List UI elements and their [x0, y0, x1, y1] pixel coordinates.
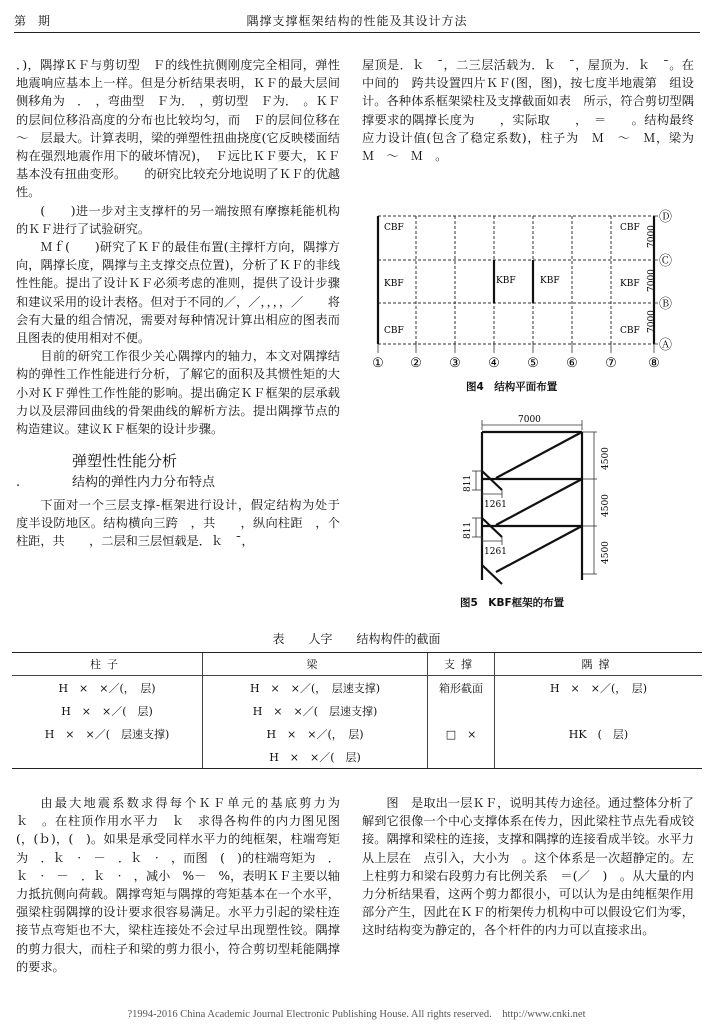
- table-cell: H × ×／( 层): [203, 745, 428, 769]
- table-cell: [495, 745, 703, 769]
- running-header: [14, 8, 700, 33]
- paragraph: 下面对一个三层支撑-框架进行设计，假定结构为处于 度半设防地区。结构横向三跨 ，共 ，纵向柱距 ，个柱距，共 ，二层和三层恒载是．ｋ ¯，: [16, 497, 353, 549]
- table-cell: [12, 745, 203, 769]
- left-column: [16, 56, 353, 550]
- right-column: [362, 56, 707, 165]
- figure-5-kbf-frame: [452, 412, 612, 590]
- bay-label: KBF: [496, 276, 516, 286]
- dimension-label: 1261: [484, 500, 507, 510]
- figure-5-caption: 图5 KBF框架的布置: [460, 597, 565, 609]
- table-cell: [428, 699, 495, 722]
- table-cell: H × ×／(， 层): [203, 722, 428, 745]
- axis-letter: Ⓒ: [659, 254, 673, 269]
- column-header: 隅撑: [495, 653, 703, 676]
- paragraph: 图 是取出一层ＫＦ，说明其传力途径。通过整体分析了解到它很像一个中心支撑体系在传力，因此梁柱节点先看成铰接。隅撑和梁柱的连接，支撑和隅撑的连接看成半铰。水平力从上层在 点引入，大小为 。这个体系是一次超静定的。左上柱剪力和梁右段剪力有比例关系 ＝(／ ) 。从大量的内力分析结果看，这两个剪力都很小，可以认为是由纯框架作用部分产生，因此在ＫＦ的桁架传力机构中可以假设它们为零，这时结构变为静定的，各个杆件的内力可以直接求出。: [362, 796, 694, 938]
- dimension-label: 7000: [647, 269, 657, 292]
- table-cell: [495, 699, 703, 722]
- figure-4-plan-layout: [368, 206, 678, 374]
- dimension-label: 4500: [601, 541, 611, 564]
- table-row: [12, 745, 702, 769]
- paragraph: ( )进一步对主支撑杆的另一端按照有摩擦耗能机构的ＫＦ进行了试验研究。: [16, 203, 340, 236]
- bay-label: KBF: [620, 279, 640, 289]
- table-cell: H × ×／(， 层速支撑): [203, 676, 428, 700]
- journal-title: 隅撑支撑框架结构的性能及其设计方法: [246, 14, 468, 28]
- dimension-label: 7000: [518, 415, 541, 425]
- section-heading: 弹塑性性能分析: [72, 452, 178, 471]
- dimension-label: 1261: [484, 547, 507, 557]
- subsection-number: .: [16, 475, 21, 491]
- column-header: 梁: [203, 653, 428, 676]
- table-row: [12, 699, 702, 722]
- bay-label: CBF: [620, 223, 640, 233]
- bay-label: KBF: [384, 279, 404, 289]
- paragraph: 目前的研究工作很少关心隅撑内的轴力，本文对隅撑结构的弹性工作性能进行分析，了解它的面积及其惯性矩的大小对ＫＦ弹性工作性能的影响。提出确定ＫＦ框架的层承载力以及层滞回曲线的骨架曲线的解析方法。提出隅撑节点的构造建议。建议ＫＦ框架的设计步骤。: [16, 349, 340, 437]
- column-header: 支撑: [428, 653, 495, 676]
- axis-number: ⑦: [605, 356, 617, 371]
- table-cell: 箱形截面: [428, 676, 495, 700]
- table-cell: H × ×／( 层): [61, 704, 153, 718]
- table-row: [12, 676, 702, 700]
- axis-letter: Ⓐ: [659, 338, 673, 353]
- paragraph: 屋顶是．ｋ ¯，二三层活载为．ｋ ¯，屋顶为．ｋ ¯。在中间的 跨共设置四片ＫＦ(图，图)，按七度半地震第 组设计。各种体系框架梁柱及支撑截面如表 所示，符合剪切型隅撑要求的隅撑长度为 ，实际取 ， ＝ 。结构最终应力设计值(包含了稳定系数)，柱子为 Ｍ ～ Ｍ，梁为 Ｍ ～ Ｍ 。: [362, 58, 707, 164]
- subsection-title: 结构的弹性内力分布特点: [72, 475, 216, 491]
- table-cell: H × ×／( 层速支撑): [203, 699, 428, 722]
- paragraph: ．)，隅撑ＫＦ与剪切型 Ｆ的线性抗侧刚度完全相同，弹性地震响应基本上一样。但是分析结果表明，ＫＦ的最大层间侧移角为 ． ，弯曲型 Ｆ为． ，剪切型 Ｆ为． 。ＫＦ的层间位移沿高度的分布也比较均匀，而 Ｆ的层间位移在 ～ 层最大。计算表明，梁的弹塑性扭曲挠度(它反映楼面结构在强烈地震作用下的破坏情况)， Ｆ远比ＫＦ要大，ＫＦ基本没有扭曲变形。 的研究比较充分地说明了ＫＦ的优越性。: [16, 58, 353, 200]
- column-header: 柱子: [12, 653, 203, 676]
- table-caption: 表 人字 结构构件的截面: [272, 632, 441, 646]
- bottom-right-column: [362, 794, 694, 940]
- bay-label: CBF: [384, 223, 404, 233]
- axis-number: ③: [449, 356, 461, 371]
- paragraph: Ｍｆ( )研究了ＫＦ的最佳布置(主撑杆方向，隅撑方向，隅撑长度，隅撑与主支撑交点位置)，分析了ＫＦ的非线性性能。提出了设计ＫＦ必须考虑的准则，提供了设计步骤和建议采用的设计表格。但对于不同的／，／，，，，／ 将会有大量的组合情况，需要对每种情况计算出相应的图表而且图表的使用相对不便。: [16, 240, 340, 346]
- table-cell: [428, 745, 495, 769]
- table-cell: H × ×／(， 层): [495, 676, 703, 700]
- table-cell: □ ×: [428, 722, 495, 745]
- axis-number: ⑧: [648, 356, 660, 371]
- dimension-label: 7000: [647, 225, 657, 248]
- subsection-heading: [16, 474, 340, 492]
- axis-number: ⑥: [566, 356, 578, 371]
- bay-label: KBF: [540, 276, 560, 286]
- table-header-row: [12, 653, 702, 676]
- dimension-label: 811: [463, 474, 473, 492]
- section-table: [12, 652, 702, 769]
- axis-letter: Ⓓ: [659, 210, 673, 225]
- issue-label: 第 期: [14, 14, 51, 28]
- table-cell: H × ×／(， 层): [58, 681, 156, 695]
- dimension-label: 811: [463, 521, 473, 539]
- bay-label: CBF: [384, 326, 404, 336]
- paragraph: 由最大地震系数求得每个ＫＦ单元的基底剪力为 ｋ 。在柱顶作用水平力 ｋ 求得各构件的内力图见图 (，(ｂ)，( )。如果是承受同样水平力的纯框架，柱端弯矩为 ．ｋ · － ．ｋ · ，而图 ( )的柱端弯矩为 ．ｋ · － ．ｋ · ，减小 %－ %，表明ＫＦ主要以轴力抵抗侧向荷载。隅撑弯矩与隅撑的弯矩基本在一个水平，强梁柱弱隅撑的设计要求很容易满足。水平力引起的梁柱连接节点弯矩也不大，梁柱连接处不会过早出现塑性铰。隅撑的剪力很大，而柱子和梁的剪力很小，符合剪切型耗能隅撑的要求。: [16, 796, 353, 974]
- axis-number: ④: [488, 356, 500, 371]
- copyright-footer: ?1994-2016 China Academic Journal Electronic Publishing House. All rights reserved. http://www.cnki.net: [127, 1009, 586, 1020]
- dimension-label: 7000: [647, 310, 657, 333]
- bottom-left-column: [16, 794, 353, 976]
- dimension-label: 4500: [601, 494, 611, 517]
- dimension-label: 4500: [601, 447, 611, 470]
- axis-number: ⑤: [527, 356, 539, 371]
- figure-4-caption: 图4 结构平面布置: [466, 381, 558, 393]
- axis-number: ①: [372, 356, 384, 371]
- table-row: [12, 722, 702, 745]
- axis-number: ②: [410, 356, 422, 371]
- bay-label: CBF: [620, 326, 640, 336]
- table-cell: HK ( 层): [495, 722, 703, 745]
- axis-letter: Ⓑ: [659, 297, 673, 312]
- table-cell: H × ×／( 层速支撑): [44, 727, 170, 741]
